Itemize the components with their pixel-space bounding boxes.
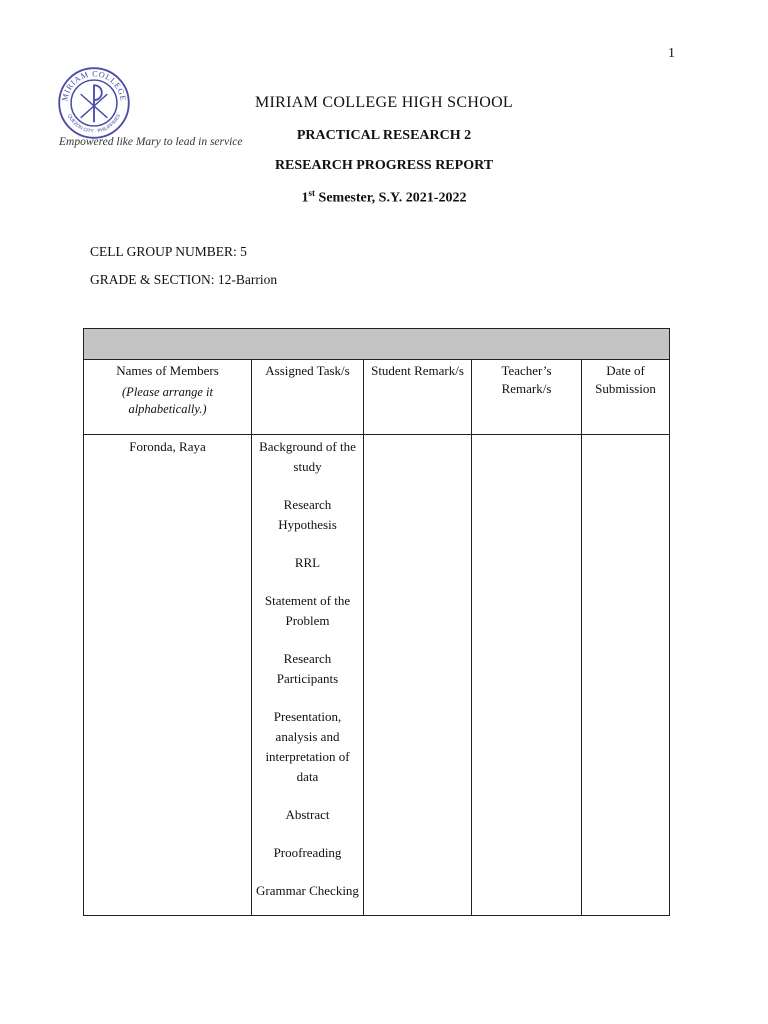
task-item: Statement of the Problem (264, 593, 351, 628)
report-title: RESEARCH PROGRESS REPORT (274, 158, 494, 173)
grade-section: GRADE & SECTION: 12-Barrion (90, 272, 278, 287)
col-header-teacher-remarks: Teacher’s Remark/s (472, 360, 582, 435)
task-item: Background of the study (259, 439, 356, 474)
school-name: MIRIAM COLLEGE HIGH SCHOOL (254, 94, 513, 111)
member-name: Foronda, Raya (129, 439, 206, 454)
tagline: Empowered like Mary to lead in service (59, 136, 243, 148)
task-item: Grammar Checking (256, 883, 359, 898)
table-row (84, 435, 670, 916)
table-banner-row (84, 329, 670, 360)
task-item: RRL (294, 555, 321, 570)
task-item: Proofreading (273, 845, 342, 860)
col-header-student-remarks: Student Remark/s (364, 360, 472, 435)
tasks-cell (252, 435, 364, 916)
semester-line: 1st Semester, S.Y. 2021-2022 (301, 188, 467, 206)
col-header-names: Names of Members (Please arrange it alphabetically.) (84, 360, 252, 435)
names-note: (Please arrange it alphabetically.) (122, 385, 213, 416)
table-banner (84, 329, 670, 360)
svg-text:QUEZON CITY · PHILIPPINES: QUEZON CITY · PHILIPPINES (66, 113, 122, 135)
task-item: Abstract (285, 807, 330, 822)
svg-text:MIRIAM COLLEGE: MIRIAM COLLEGE (60, 69, 128, 102)
col-header-tasks: Assigned Task/s (252, 360, 364, 435)
date-cell (582, 435, 670, 916)
task-item: Research Hypothesis (278, 497, 337, 532)
member-name-cell (84, 435, 252, 916)
subject-title: PRACTICAL RESEARCH 2 (296, 128, 472, 143)
student-remarks-cell (364, 435, 472, 916)
page-number: 1 (668, 46, 675, 61)
col-header-date: Date of Submission (582, 360, 670, 435)
task-item: Presentation, analysis and interpretation of data (265, 709, 350, 784)
cell-group-number: CELL GROUP NUMBER: 5 (90, 244, 247, 259)
teacher-remarks-cell (472, 435, 582, 916)
task-item: Research Participants (276, 651, 339, 686)
progress-table (83, 328, 670, 916)
table-header-row (84, 360, 670, 435)
